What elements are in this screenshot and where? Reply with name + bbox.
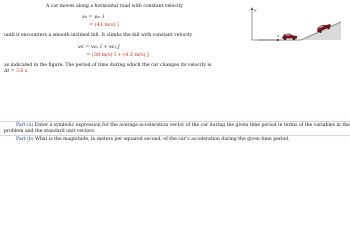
- part-a-separator: [0, 121, 350, 122]
- problem-middle: until it encounters a smooth inclined hill. It climbs the hill with constant velocity: [4, 33, 193, 38]
- vc-equation-line1: vᴄ = vᴄₓ î + vᴄᵧ ĵ: [78, 44, 120, 50]
- delta-t-line: [4, 69, 29, 74]
- part-a[interactable]: [16, 123, 350, 128]
- part-a-text-continued: problem and the standard unit vectors.: [4, 129, 96, 134]
- x-axis-arrow: [277, 39, 280, 41]
- delta-t-label: Δt =: [4, 69, 16, 74]
- part-b-label: Part (b): [16, 137, 34, 142]
- vc-value: (38 m/s) î + (4.2 m/s) ĵ: [91, 52, 149, 58]
- part-a-label: Part (a): [16, 123, 34, 128]
- part-a-text: Enter a symbolic expression for the average acceleration vector of the car during the given time period in terms of the variables in the: [34, 123, 350, 128]
- problem-indicated: as indicated in the figure. The period of time during which the car changes its velocity is: [4, 63, 212, 68]
- v0-value: (41 m/s) î: [94, 22, 119, 28]
- part-b-text: What is the magnitude, in meters per squared second, of the car’s acceleration during the given time period.: [35, 137, 290, 142]
- y-axis-label: y: [254, 7, 257, 12]
- problem-intro: A car moves along a horizontal road with constant velocity: [46, 4, 183, 9]
- part-b-separator: [0, 135, 350, 136]
- vc-equation-line2: [86, 52, 149, 58]
- vc-equals: =: [86, 52, 92, 58]
- car-hill-figure: [246, 2, 346, 48]
- v0-equation-line1: v₀ = v₀ₓ î: [82, 14, 104, 20]
- car-flat: [282, 34, 297, 41]
- delta-t-value: 3.6 s.: [15, 69, 29, 74]
- part-b[interactable]: [16, 137, 290, 142]
- v0-equation-line2: [89, 22, 119, 28]
- v0-equals: =: [89, 22, 95, 28]
- x-axis-label: x: [277, 33, 280, 38]
- y-axis-arrow: [251, 7, 253, 10]
